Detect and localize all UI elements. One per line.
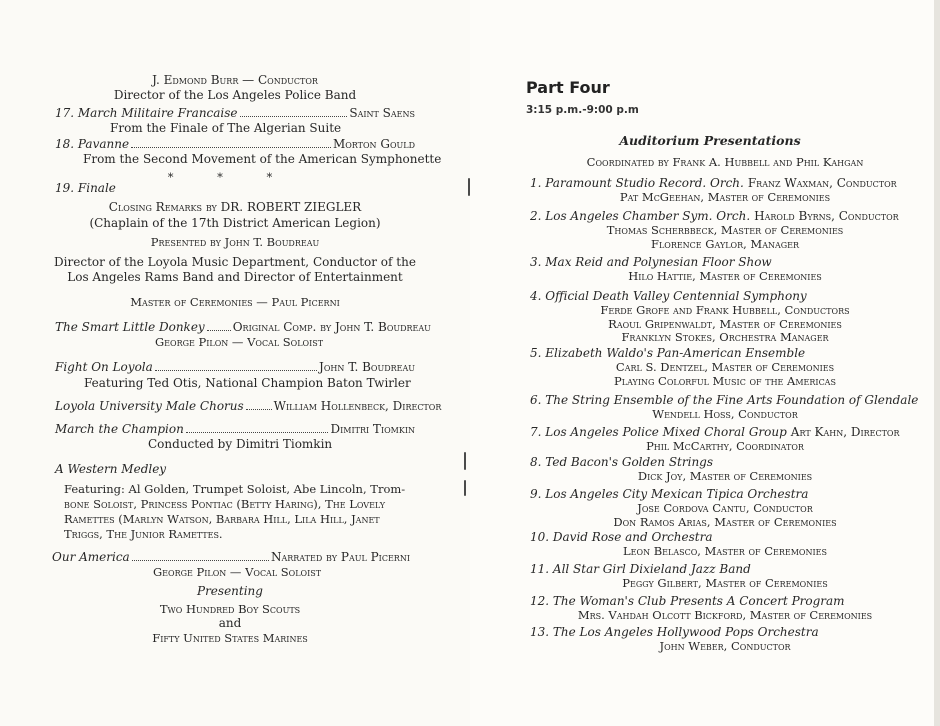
presentation-title: 12. The Woman's Club Presents A Concert Program bbox=[530, 594, 845, 608]
presentation-item-11 bbox=[530, 562, 751, 576]
item-18-title: 18. Pavanne bbox=[55, 137, 130, 151]
presentation-detail: Phil McCarthy, Coordinator bbox=[646, 439, 804, 453]
presentation-detail: Playing Colorful Music of the Americas bbox=[614, 373, 836, 388]
champion-title: March the Champion bbox=[55, 422, 184, 436]
medley-line-2: bone Soloist, Princess Pontiac (Betty Haring), The Lovely bbox=[64, 497, 385, 511]
presentation-title: 4. Official Death Valley Centennial Symphony bbox=[530, 289, 807, 303]
marines: Fifty United States Marines bbox=[152, 631, 308, 645]
program-item-chorus bbox=[55, 399, 442, 413]
director-line-2: Los Angeles Rams Band and Director of Entertainment bbox=[67, 270, 403, 284]
presented-by: Presented by John T. Boudreau bbox=[150, 235, 320, 249]
medley-title: A Western Medley bbox=[55, 462, 167, 476]
america-title: Our America bbox=[52, 550, 130, 564]
presentation-item-12 bbox=[530, 594, 845, 608]
and-word: and bbox=[218, 616, 242, 630]
item-17-note: From the Finale of The Algerian Suite bbox=[110, 121, 342, 135]
presentation-title: 1. Paramount Studio Record. Orch. bbox=[530, 176, 744, 190]
conductor-name: J. Edmond Burr — Conductor bbox=[152, 73, 318, 87]
chorus-title: Loyola University Male Chorus bbox=[55, 399, 244, 413]
medley-line-1: Featuring: Al Golden, Trumpet Soloist, Abe Lincoln, Trom- bbox=[64, 482, 406, 496]
item-17-title: 17. March Militaire Francaise bbox=[55, 106, 238, 120]
medley-line-3: Ramettes (Marlyn Watson, Barbara Hill, Lila Hill, Janet bbox=[64, 512, 380, 526]
fold-mark-bottom-1 bbox=[464, 452, 466, 470]
presentation-item-7 bbox=[530, 425, 900, 439]
presentation-credit: Art Kahn, Director bbox=[790, 425, 900, 439]
presentation-detail: John Weber, Conductor bbox=[659, 639, 791, 653]
asterisk-divider: * * * bbox=[167, 170, 293, 184]
closing-remarks: Closing Remarks by DR. ROBERT ZIEGLER bbox=[108, 200, 362, 214]
presentation-credit: Franz Waxman, Conductor bbox=[747, 176, 897, 190]
america-credit: Narrated by Paul Picerni bbox=[270, 550, 410, 564]
program-item-18 bbox=[55, 137, 415, 151]
part-title: Part Four bbox=[526, 78, 610, 97]
master-of-ceremonies: Master of Ceremonies — Paul Picerni bbox=[130, 295, 340, 309]
fight-credit: John T. Boudreau bbox=[319, 360, 415, 374]
presentation-title: 9. Los Angeles City Mexican Tipica Orchestra bbox=[530, 487, 809, 501]
presentation-title: 10. David Rose and Orchestra bbox=[530, 530, 713, 544]
conductor-role: Director of the Los Angeles Police Band bbox=[113, 88, 357, 102]
presentation-title: 8. Ted Bacon's Golden Strings bbox=[530, 455, 714, 469]
donkey-soloist: George Pilon — Vocal Soloist bbox=[155, 335, 324, 349]
fight-featuring: Featuring Ted Otis, National Champion Baton Twirler bbox=[84, 376, 411, 390]
fight-title: Fight On Loyola bbox=[55, 360, 153, 374]
coordinated-by: Coordinated by Frank A. Hubbell and Phil Kahgan bbox=[586, 155, 864, 169]
presentation-detail: Raoul Gripenwaldt, Master of Ceremonies bbox=[608, 316, 842, 331]
presentation-detail: Hilo Hattie, Master of Ceremonies bbox=[628, 269, 822, 283]
presentation-item-4 bbox=[530, 289, 807, 303]
presentation-title: 2. Los Angeles Chamber Sym. Orch. bbox=[530, 209, 751, 223]
presentation-title: 11. All Star Girl Dixieland Jazz Band bbox=[530, 562, 751, 576]
presentation-detail: Mrs. Vahdah Olcott Bickford, Master of Ceremonies bbox=[577, 608, 873, 622]
presentation-detail: Carl S. Dentzel, Master of Ceremonies bbox=[615, 360, 835, 374]
champion-credit: Dimitri Tiomkin bbox=[330, 422, 415, 436]
presentation-detail: Peggy Gilbert, Master of Ceremonies bbox=[622, 576, 828, 590]
presentation-item-5 bbox=[530, 346, 805, 360]
presentation-item-13 bbox=[530, 625, 819, 639]
page-edge-shadow bbox=[934, 0, 940, 726]
director-line-1: Director of the Loyola Music Department, Conductor of the bbox=[54, 255, 416, 269]
program-item-america bbox=[52, 550, 410, 564]
presentation-detail: Ferde Grofe and Frank Hubbell, Conductors bbox=[600, 303, 850, 317]
presentation-credit: Harold Byrns, Conductor bbox=[754, 209, 899, 223]
champion-conducted: Conducted by Dimitri Tiomkin bbox=[148, 437, 333, 451]
presentation-detail: Florence Gaylor, Manager bbox=[650, 236, 800, 251]
item-17-composer: Saint Saens bbox=[349, 106, 415, 120]
presentation-item-1 bbox=[530, 176, 897, 190]
program-item-champion bbox=[55, 422, 415, 436]
presentation-detail: Franklyn Stokes, Orchestra Manager bbox=[621, 330, 829, 344]
right-page bbox=[470, 0, 940, 726]
program-item-17 bbox=[55, 106, 415, 120]
presentation-title: 3. Max Reid and Polynesian Floor Show bbox=[530, 255, 772, 269]
presentation-detail: Thomas Scherbbeck, Master of Ceremonies bbox=[606, 223, 844, 237]
medley-line-4: Triggs, The Junior Ramettes. bbox=[64, 527, 223, 541]
presentation-title: 6. The String Ensemble of the Fine Arts Foundation of Glendale bbox=[530, 393, 919, 407]
boy-scouts: Two Hundred Boy Scouts bbox=[159, 602, 301, 616]
presentation-item-6 bbox=[530, 393, 918, 407]
presentation-detail: Don Ramos Arias, Master of Ceremonies bbox=[613, 514, 837, 529]
donkey-credit: Original Comp. by John T. Boudreau bbox=[232, 320, 431, 334]
program-item-donkey bbox=[55, 320, 431, 334]
item-19-title: 19. Finale bbox=[55, 181, 116, 195]
presentation-item-9 bbox=[530, 487, 808, 501]
presentation-title: 13. The Los Angeles Hollywood Pops Orchestra bbox=[530, 625, 819, 639]
presentation-title: 7. Los Angeles Police Mixed Choral Group bbox=[530, 425, 787, 439]
closing-chaplain: (Chaplain of the 17th District American Legion) bbox=[89, 216, 381, 230]
presentation-detail: Pat McGeehan, Master of Ceremonies bbox=[619, 190, 831, 204]
presentation-detail: Dick Joy, Master of Ceremonies bbox=[637, 469, 813, 483]
presentation-title: 5. Elizabeth Waldo's Pan-American Ensemble bbox=[530, 346, 806, 360]
donkey-title: The Smart Little Donkey bbox=[55, 320, 205, 334]
presenting: Presenting bbox=[197, 584, 263, 598]
section-title: Auditorium Presentations bbox=[619, 133, 801, 148]
item-18-note: From the Second Movement of the American Symphonette bbox=[83, 152, 442, 166]
presentation-detail: Wendell Hoss, Conductor bbox=[652, 407, 798, 421]
presentation-item-8 bbox=[530, 455, 713, 469]
chorus-credit: William Hollenbeck, Director bbox=[273, 399, 442, 413]
presentation-detail: Jose Cordova Cantu, Conductor bbox=[637, 501, 813, 515]
presentation-detail: Leon Belasco, Master of Ceremonies bbox=[623, 544, 827, 558]
presentation-item-2 bbox=[530, 209, 899, 223]
fold-mark-bottom-2 bbox=[464, 480, 466, 496]
presentation-item-10 bbox=[530, 530, 713, 544]
part-time: 3:15 p.m.-9:00 p.m bbox=[526, 104, 639, 116]
presentation-item-3 bbox=[530, 255, 772, 269]
program-item-fight bbox=[55, 360, 415, 374]
item-18-composer: Morton Gould bbox=[332, 137, 415, 151]
america-soloist: George Pilon — Vocal Soloist bbox=[153, 565, 322, 579]
